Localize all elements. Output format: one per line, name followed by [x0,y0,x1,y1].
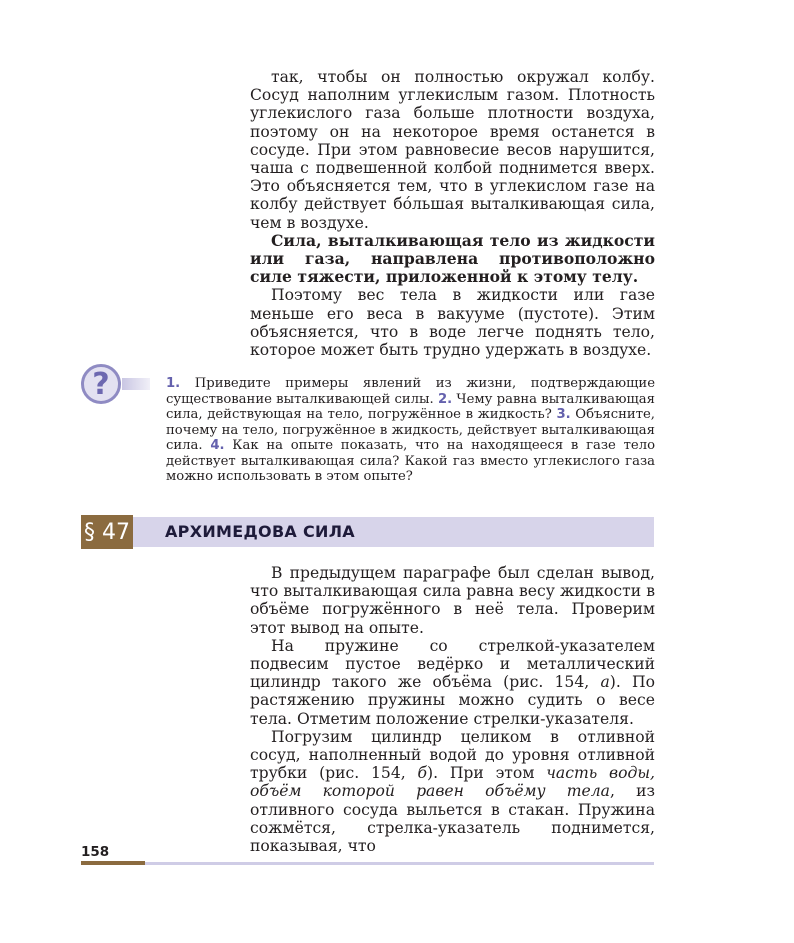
figure-ref: б [417,764,428,783]
question-text: Как на опыте показать, что на находящееся в газе тело действует выталкивающая сила? Какой газ вместо углекислого газа можно использовать в этом опыте? [166,438,656,484]
footer-rule [145,862,654,865]
text-run: Погрузим цилиндр целиком в отливной сосуд, наполненный водой до уровня отливной трубки (рис. 154, [250,727,655,783]
question-icon-tail [122,378,150,390]
section-title: АРХИМЕДОВА СИЛА [165,522,355,541]
emphasis: часть воды, объём которой равен объёму тела [250,764,655,801]
figure-ref: а [600,673,610,692]
question-number: 1. [166,376,181,391]
body-text-bottom [250,564,655,855]
question-mark-icon: ? [81,364,121,404]
question-text: Приведите примеры явлений из жизни, подтверждающие существование выталкивающей силы. [166,376,656,407]
question-text: Чему равна выталкивающая сила, действующая на тело, погружённое в жидкость? [166,391,655,422]
paragraph: так, чтобы он полностью окружал колбу. Сосуд наполним углекислым газом. Плотность углекислого газа больше плотности воздуха, поэтому он на некоторое время останется в сосуде. При этом равновесие весов нарушится, чаша с подвешенной колбой поднимется вверх. Это объясняется тем, что в углекислом газе на колбу действует бо́льшая выталкивающая сила, чем в воздухе. [250,68,655,232]
text-run: , из отливного сосуда выльется в стакан. Пружина сожмётся, стрелка-указатель поднимется, показывая, что [250,782,655,856]
text-run: На пружине со стрелкой-указателем подвесим пустое ведёрко и металлический цилиндр такого же объёма (рис. 154, [250,636,655,692]
question-number: 3. [556,407,571,422]
page-number: 158 [81,844,110,860]
question-text: Объясните, почему на тело, погружённое в жидкость, действует выталкивающая сила. [166,407,655,453]
body-text-top [250,68,655,359]
text-run: ). При этом [427,764,547,783]
paragraph: Поэтому вес тела в жидкости или газе меньше его веса в вакууме (пустоте). Этим объясняется, что в воде легче поднять тело, которое может быть трудно удержать в воздухе. [250,286,655,360]
review-questions [166,376,655,485]
section-number: § 47 [81,515,133,549]
paragraph [250,637,655,728]
question-number: 2. [437,391,453,407]
footer-rule-accent [81,861,145,865]
question-number: 4. [210,438,225,453]
paragraph: В предыдущем параграфе был сделан вывод, что выталкивающая сила равна весу жидкости в объёме погружённого в неё тела. Проверим этот вывод на опыте. [250,564,655,637]
rule-statement: Сила, выталкивающая тело из жидкости или газа, направлена противоположно силе тяжести, приложенной к этому телу. [250,230,655,287]
text-run: ). По растяжению пружины можно судить о весе тела. Отметим положение стрелки-указателя. [250,673,655,728]
paragraph [250,728,655,855]
